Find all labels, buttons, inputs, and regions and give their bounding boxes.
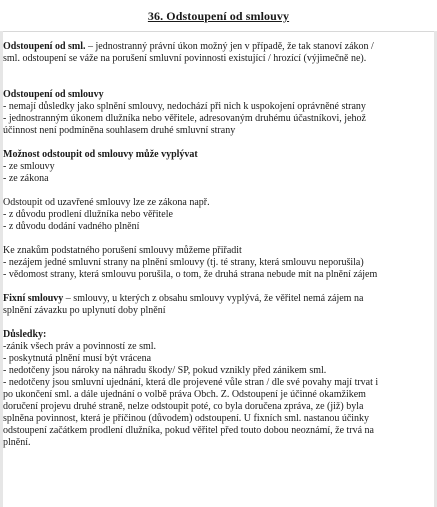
page-title: 36. Odstoupení od smlouvy (147, 9, 290, 23)
section-line: - ze smlouvy (3, 161, 55, 172)
document-body (3, 41, 434, 449)
section-line: - poskytnutá plnění musí být vrácena (3, 353, 152, 364)
section-line: - nedotčeny jsou nároky na náhradu škody/ SP, pokud vznikly před zánikem sml. (3, 365, 327, 376)
section-line: účinnost není podmíněna souhlasem druhé smluvní strany (3, 125, 236, 136)
section-line: splněna povinnost, která je příčinou (důvodem) odstoupení. U fixních sml. nastanou účinky (3, 413, 370, 424)
section-line: -zánik všech práv a povinností ze sml. (3, 341, 157, 352)
section-line: - ze zákona (3, 173, 49, 184)
section-line: - z důvodu dodání vadného plnění (3, 221, 140, 232)
section-heading: Důsledky: (3, 329, 47, 340)
section-line: - z důvodu prodlení dlužníka nebo věřitele (3, 209, 173, 220)
section-line: - nemají důsledky jako splnění smlouvy, nedochází při nich k uspokojení oprávněné strany (3, 101, 366, 112)
fixed-contracts-text: – smlouvy, u kterých z obsahu smlouvy vyplývá, že věřitel nemá zájem na (63, 293, 364, 304)
section-line: Ke znakům podstatného porušení smlouvy můžeme přiřadit (3, 245, 242, 256)
definition-term: Odstoupení od sml. (3, 41, 86, 52)
section-heading: Odstoupení od smlouvy (3, 89, 104, 100)
section-heading: Možnost odstoupit od smlouvy může vyplývat (3, 149, 198, 160)
section-line: - nedotčeny jsou smluvní ujednání, která dle projevené vůle stran / dle své povahy mají trvat i (3, 377, 379, 388)
definition-text: – jednostranný právní úkon možný jen v případě, že tak stanoví zákon / (85, 41, 374, 52)
section-line: - nezájem jedné smluvní strany na plnění smlouvy (tj. té strany, která smlouvu neporušila) (3, 257, 364, 268)
section-line: - jednostranným úkonem dlužníka nebo věřitele, adresovaným druhému účastníkovi, jehož (3, 113, 366, 124)
section-line: plnění. (3, 437, 31, 448)
fixed-contracts-line-1 (3, 293, 434, 305)
section-line: odstoupení začátkem prodlení dlužníka, pokud věřitel před touto dobou neoznámí, že trvá na (3, 425, 374, 436)
definition-line-2: sml. odstoupení se váže na porušení smluvní povinnosti existující / hrozící (výjimečně ne). (3, 53, 367, 64)
section-line: doručení projevu druhé straně, nelze odstoupit poté, co byla doručena zpráva, ze (již) byla (3, 401, 364, 412)
header-divider (0, 31, 437, 32)
fixed-contracts-term: Fixní smlouvy (3, 293, 64, 304)
definition-line-1 (3, 41, 434, 53)
section-line: po ukončení sml. a dále ujednání o volbě práva Obch. Z. Odstoupení je účinné okamžikem (3, 389, 366, 400)
fixed-contracts-line-2: splnění závazku po uplynutí doby plnění (3, 305, 166, 316)
section-line: Odstoupit od uzavřené smlouvy lze ze zákona např. (3, 197, 210, 208)
section-line: - vědomost strany, která smlouvu porušila, o tom, že druhá strana nebude mít na plnění zájem (3, 269, 378, 280)
